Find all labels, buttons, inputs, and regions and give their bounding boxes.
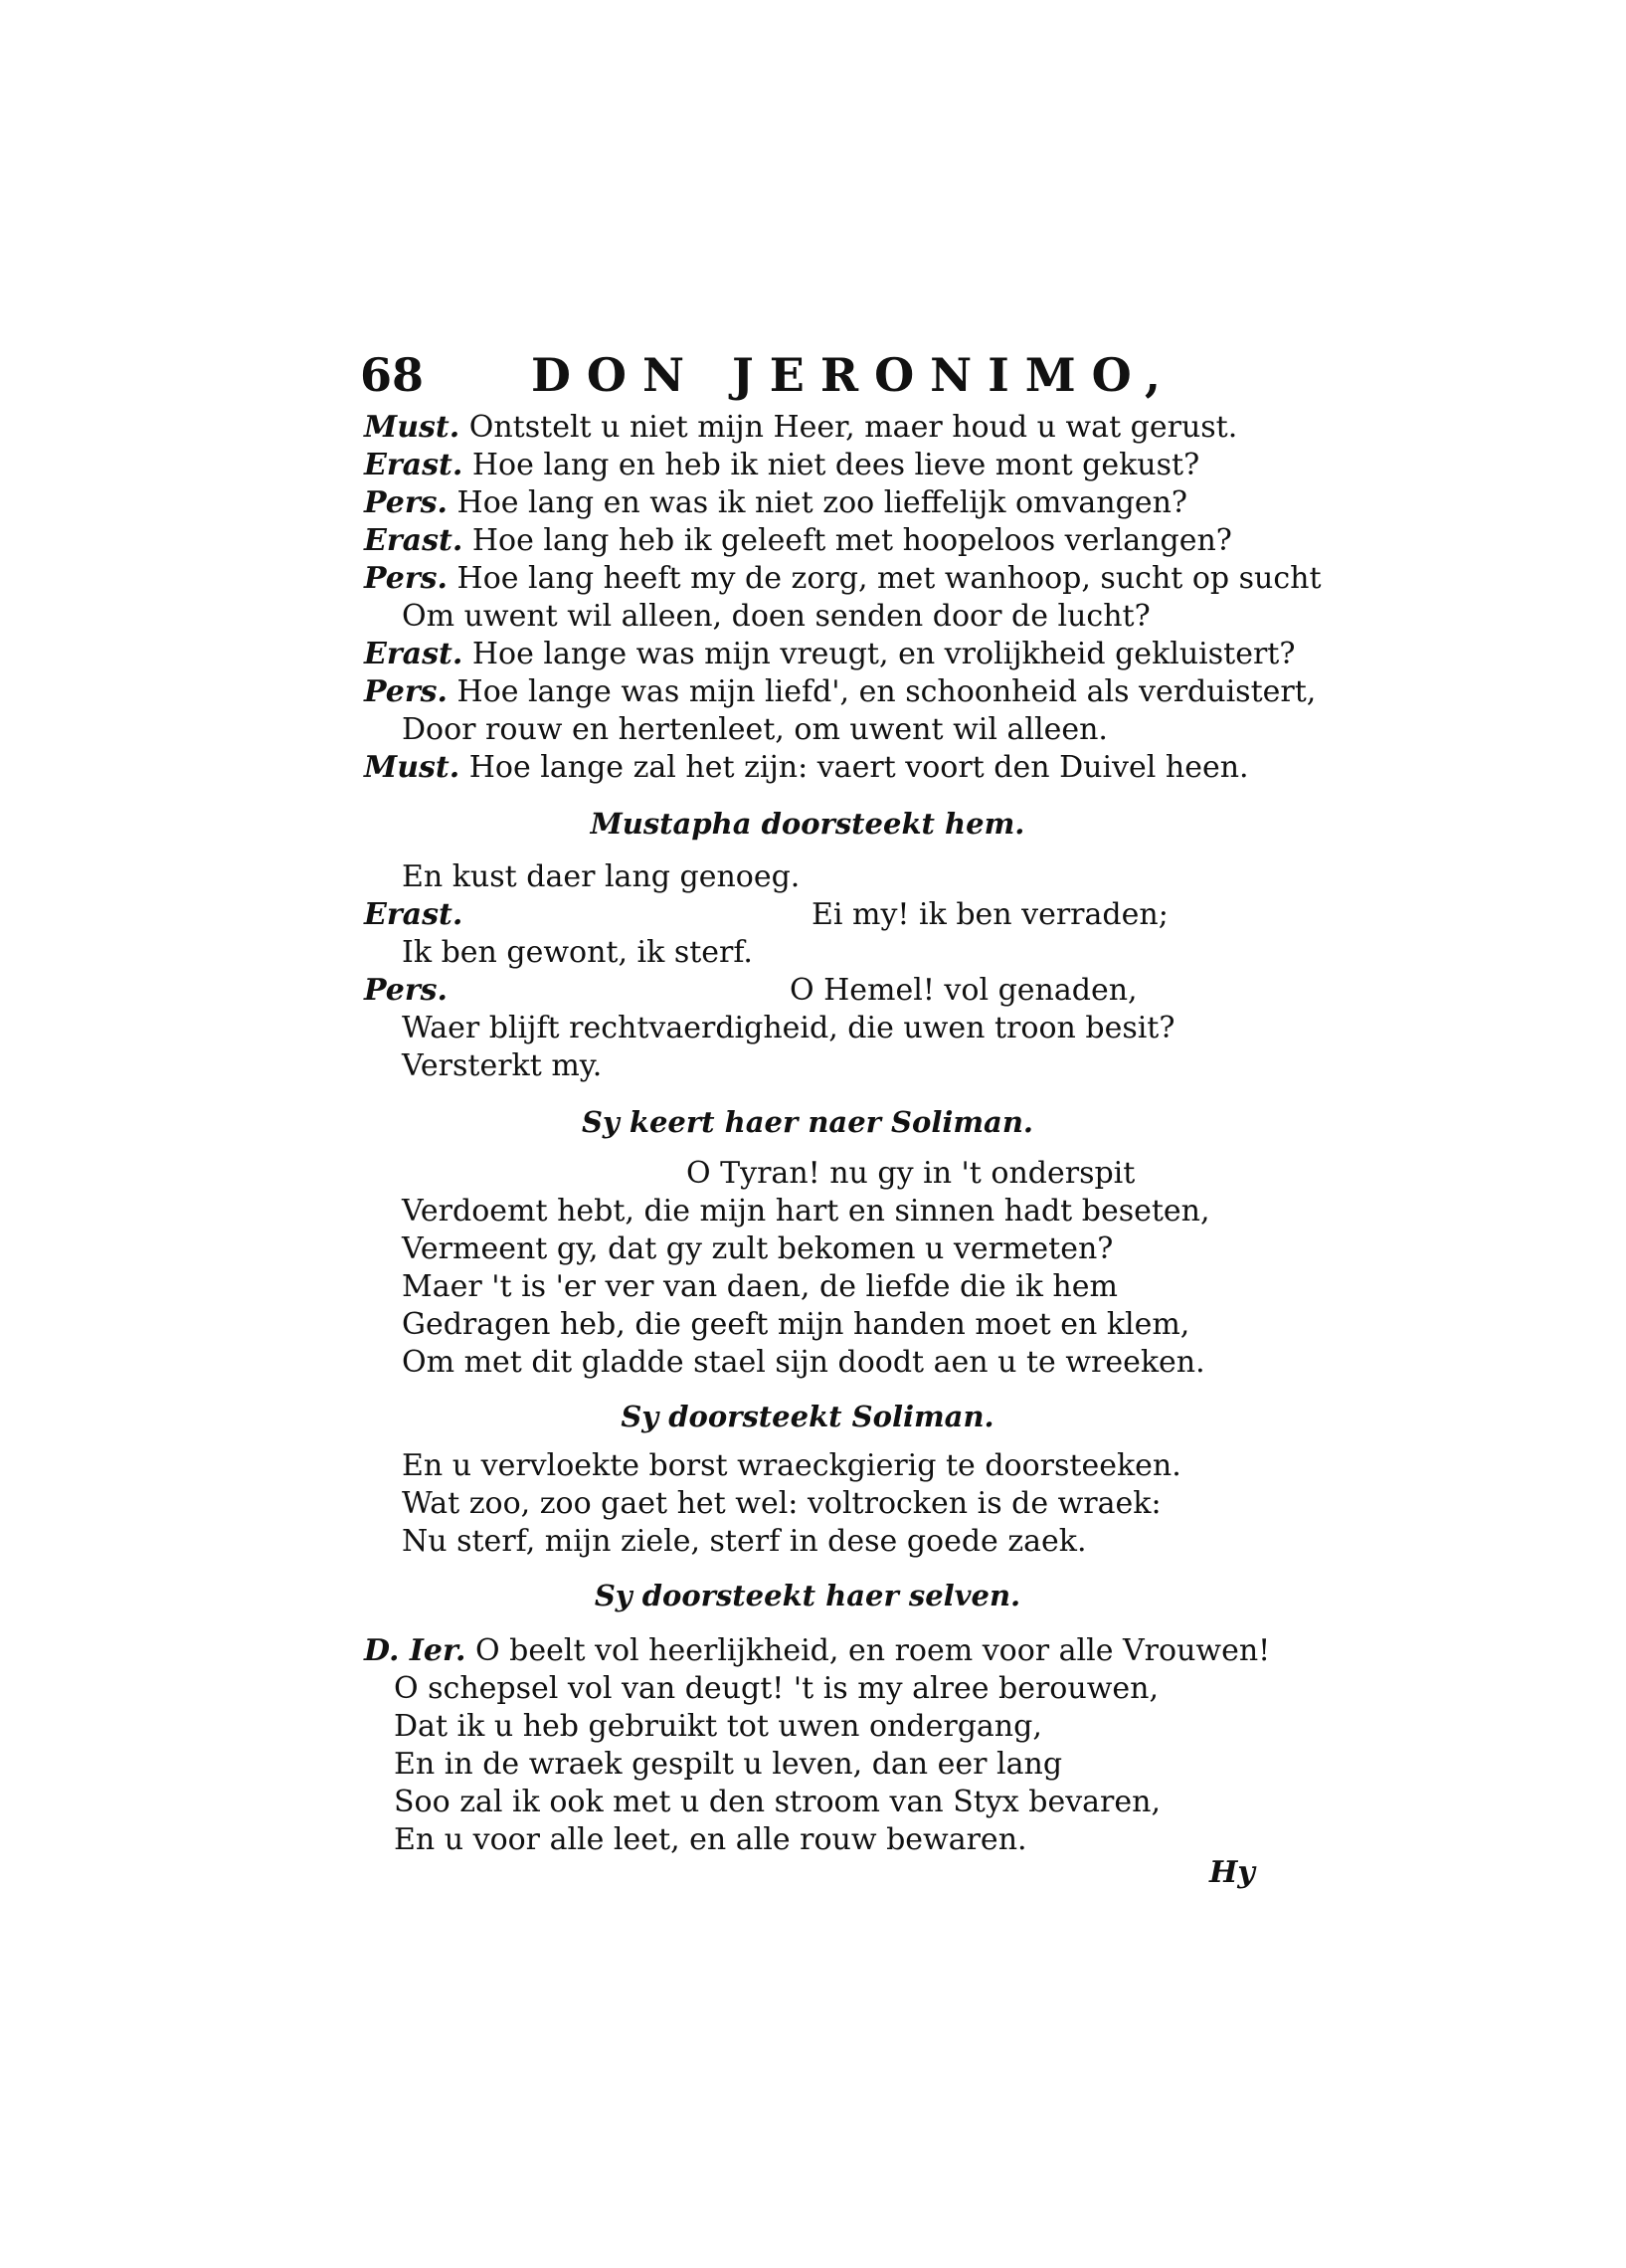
verse-line [364,895,1259,935]
speaker: Must. [364,410,460,445]
verse-line [364,748,1249,788]
stage-direction: Sy doorsteekt Soliman. [621,1400,994,1433]
catchword: Hy [1209,1855,1255,1890]
verse-line [364,635,1295,674]
verse-line [364,483,1187,523]
verse-line [364,408,1237,448]
page-number: 68 [360,348,425,402]
line-text: Om uwent wil alleen, doen senden door de lucht? [402,599,1151,634]
line-text: Door rouw en hertenleet, om uwent wil alleen. [402,712,1108,747]
verse-line: En u vervloekte borst wraeckgierig te doorsteeken. [402,1448,1181,1483]
speaker: Pers. [364,973,448,1008]
line-text: Hoe lange was mijn vreugt, en vrolijkheid gekluistert? [471,637,1296,671]
line-text: O Hemel! vol genaden, [790,973,1138,1008]
line-text: Hoe lang heb ik geleeft met hoopeloos verlangen? [471,523,1232,558]
verse-line: Gedragen heb, die geeft mijn handen moet en klem, [402,1307,1190,1342]
speaker: D. Ier. [364,1633,466,1668]
stage-direction: Mustapha doorsteekt hem. [590,807,1025,841]
verse-line [364,521,1232,561]
speaker: Pers. [364,561,448,596]
verse-line: Versterkt my. [402,1048,603,1083]
speaker: Erast. [364,523,463,558]
running-title: DON JERONIMO, [531,348,1177,402]
verse-line: O schepsel vol van deugt! 't is my alree berouwen, [394,1671,1159,1706]
verse-line: Ik ben gewont, ik sterf. [402,935,753,970]
verse-line: En kust daer lang genoeg. [402,859,801,894]
verse-line: Waer blijft rechtvaerdigheid, die uwen troon besit? [402,1011,1175,1045]
verse-line: Verdoemt hebt, die mijn hart en sinnen hadt beseten, [402,1194,1210,1228]
verse-line [364,446,1199,485]
speaker: Must. [364,750,460,785]
speaker: Erast. [364,448,463,482]
verse-line [402,597,1151,637]
line-text: Ei my! ik ben verraden; [812,897,1169,932]
verse-line [402,710,1108,750]
verse-line: En u voor alle leet, en alle rouw bewaren. [394,1822,1027,1857]
verse-line: Wat zoo, zoo gaet het wel: voltrocken is de wraek: [402,1486,1162,1521]
verse-line [364,672,1316,712]
verse-line [364,971,1259,1011]
speaker: Erast. [364,897,463,932]
verse-line [364,559,1322,599]
verse-line [364,1631,1270,1671]
verse-line: Nu sterf, mijn ziele, sterf in dese goede zaek. [402,1524,1087,1559]
speaker: Erast. [364,637,463,671]
verse-line: Soo zal ik ook met u den stroom van Styx bevaren, [394,1785,1161,1819]
line-text: O beelt vol heerlijkheid, en roem voor alle Vrouwen! [475,1633,1271,1668]
verse-line: En in de wraek gespilt u leven, dan eer lang [394,1747,1063,1782]
speaker: Pers. [364,674,448,709]
line-text: Hoe lang en was ik niet zoo lieffelijk omvangen? [456,485,1187,520]
verse-line: Maer 't is 'er ver van daen, de liefde die ik hem [402,1269,1118,1304]
verse-line: O Tyran! nu gy in 't onderspit [686,1156,1136,1191]
stage-direction: Sy doorsteekt haer selven. [594,1579,1021,1612]
stage-direction: Sy keert haer naer Soliman. [581,1105,1034,1139]
line-text: Hoe lange zal het zijn: vaert voort den Duivel heen. [468,750,1249,785]
line-text: Hoe lang en heb ik niet dees lieve mont gekust? [471,448,1200,482]
verse-line: Om met dit gladde stael sijn doodt aen u te wreeken. [402,1345,1205,1380]
speaker: Pers. [364,485,448,520]
line-text: Ontstelt u niet mijn Heer, maer houd u wat gerust. [468,410,1238,445]
line-text: Hoe lang heeft my de zorg, met wanhoop, sucht op sucht [456,561,1322,596]
verse-line: Vermeent gy, dat gy zult bekomen u vermeten? [402,1231,1114,1266]
verse-line: Dat ik u heb gebruikt tot uwen ondergang, [394,1709,1042,1744]
line-text: Hoe lange was mijn liefd', en schoonheid als verduistert, [456,674,1317,709]
